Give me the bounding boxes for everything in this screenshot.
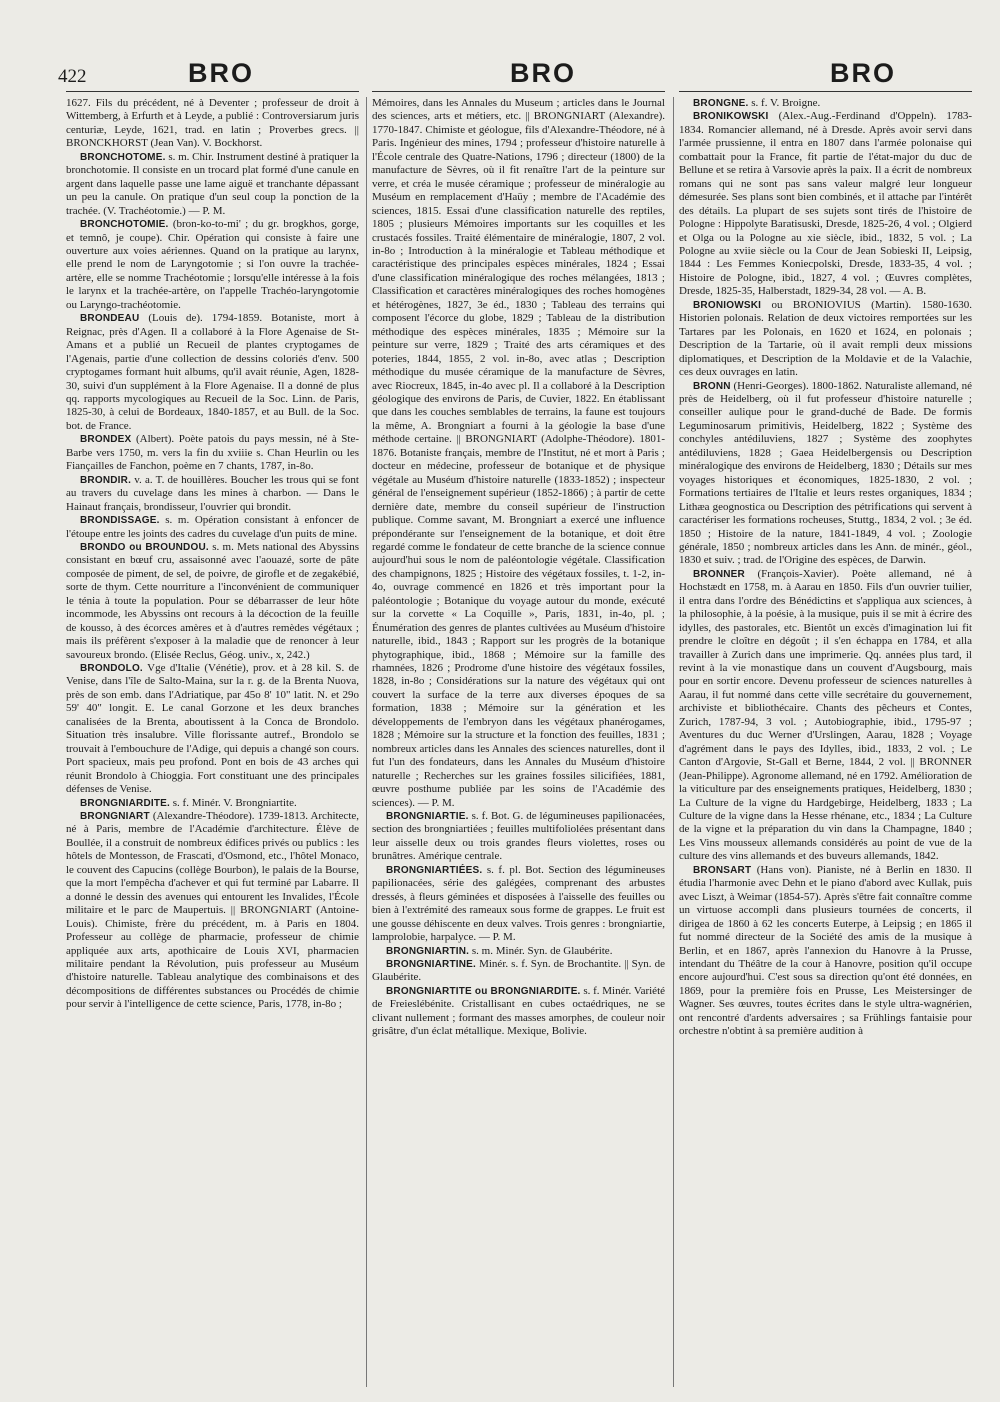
column-2 [372,97,665,1387]
entry-text: s. m. Opération consistant à enfoncer de l'étoupe entre les joints des cadres du cuvelage d'un puits de mine. [66,514,359,540]
entry-text: (Alexandre-Théodore). 1739-1813. Architecte, né à Paris, membre de l'Académie d'architecture. Élève de Boullée, il a construit de nombreux édifices privés ou publics : les hôtels de Montesson, de Frascati, d'Osmond, etc., l'hôtel Monaco, le couvent des Capucins (collège Bourbon), le palais de la Bourse, que la mort l'empêcha d'achever et qui fut terminé par Labarre. Il a donné le dessin des avenues qui entourent les Invalides, l'École militaire et le parc de Maupertuis. || BRONGNIART (Antoine-Louis). Chimiste, frère du précédent, m. à Paris en 1804. Professeur au collège de pharmacie, professeur de chimie appliquée aux arts, apothicaire de Louis XVI, pharmacien militaire pendant la Révolution, puis professeur au Muséum d'histoire naturelle. Tableau analytique des combinaisons et des décompositions de différentes substances ou Procédés de chimie pour servir à l'intelligence de cette science, Paris, 1778, in-8o ; [66,810,359,1011]
column-1 [66,97,359,1387]
entry-text: s. f. Bot. G. de légumineuses papilionacées, section des brongniartiées ; feuilles multifoliolées présentant dans leur aisselle deux ou trois grandes fleurs violettes, roses ou brunâtres. Amérique centrale. [372,810,665,863]
entry-text: (Alex.-Aug.-Ferdinand d'Oppeln). 1783-1834. Romancier allemand, né à Dresde. Après avoir servi dans l'armée prussienne, il entra en 1807 dans l'armée polonaise qui combattait pour la France, fit partie de l'état-major du duc de Bellune et se retira à Varsovie après la paix. Il a écrit de nombreux romans qui ne sont pas sans valeur malgré leur longueur démesurée. Ses plans sont bien combinés, et il attache par l'intérêt des détails. La plupart de ses sujets sont tirés de l'histoire de Pologne : Hippolyte Baratisuski, Dresde, 1825-26, 4 vol. ; Olgierd et Olga ou la Pologne au xie siècle, ibid., 1832, 5 vol. ; La Pologne au xviie siècle ou la Cour de Jean Sobieski II, Leipsig, 1844 : Les Femmes Koniecpolski, Dresde, 1833-35, 4 vol. ; Histoire de Pologne, ibid., 1827, 4 vol. ; Œuvres complètes, Dresde, 1825-35, Halberstadt, 1829-34, 28 vol. — A. B. [679,110,972,298]
column-divider-1 [366,97,367,1387]
column-3 [679,97,972,1387]
entry-headword: BRONGNE. [693,98,749,109]
dictionary-entry [372,810,665,864]
entry-headword: BRONCHOTOMIE. [80,219,169,231]
entry-headword: BRONGNIART [80,811,150,823]
entry-headword: BRONIOWSKI [693,299,762,311]
entry-headword: BRONGNIARTIE. [386,811,469,823]
dictionary-entry [372,945,665,958]
entry-text: s. m. Chir. Instrument destiné à pratiquer la bronchotomie. Il consiste en un trocard plat formé d'une canule en argent dans laquelle passe une lame aiguë et tranchante dépassant un peu la canule. On pratique d'un seul coup la ponction de la trachée. (V. Trachéotomie.) — P. M. [66,150,359,217]
entry-text: (Hans von). Pianiste, né à Berlin en 1830. Il étudia l'harmonie avec Dehn et le piano d'abord avec Kullak, puis avec Liszt, à Weimar (1854-57). Après s'être fait connaître comme un virtuose accompli dans plusieurs tournées de concerts, il dirigea de 1860 à 62 les concerts Euterpe, à Leipsig ; en 1865 il fut nommé directeur de la Société des amis de la musique à Berlin, et en 1867, après l'annexion du Hanovre à la Prusse, intendant du Théâtre de la cour à Hanovre, position qu'il occupe encore aujourd'hui. C'est sous sa direction qu'ont été données, en 1869, pour la première fois en Prusse, Les Meistersinger de Wagner. Ses œuvres, toutes écrites dans le style ultra-wagnérien, ont rencontré d'ardents adversaires ; sa Frühlings fantaisie pour orchestre n'obtint à sa première audition à [679,863,972,1038]
entry-text: Minér. s. f. Syn. de Brochantite. || Syn. de Glaubérite. [372,958,665,984]
dictionary-entry [372,97,665,810]
dictionary-entry [679,380,972,568]
entry-headword: BRONCHOTOME. [80,151,166,163]
entry-headword: BRONDO ou BROUNDOU. [80,541,209,553]
entry-text: s. f. Minér. V. Brongniartite. [172,796,297,809]
entry-text: (Henri-Georges). 1800-1862. Naturaliste allemand, né près de Heidelberg, où il fut professeur d'histoire naturelle ; conseiller aulique pour le grand-duché de Bade. De formis Leguminosarum primitivis, Heidelberg, 1822 ; Système des conchyles antédiluviens, 1827 ; Système des zoophytes antédiluviens, 1828 ; Gaea Heidelbergensis ou Description minéralogique des environs de Heidelberg, 1830 ; Détails sur mes voyages historiques et économiques, 1825-1830, 2 vol. ; Formations tertiaires de l'Italie et leurs restes organiques, 1834 ; Lithæa geognostica ou Description des pétrifications qui servent à caractériser les formations rocheuses, Stuttg., 1834, 2 vol. ; 3e éd. 1850 ; Histoire de la nature, 1841-1849, 4 vol. ; Zoologie générale, 1850 ; nombreux articles dans les Ann. de minér., géol., 1830 et suiv. ; trad. de l'Origine des espèces, de Darwin. [679,379,972,567]
entry-text: (François-Xavier). Poète allemand, né à Hochstædt en 1758, m. à Aarau en 1850. Fils d'un ouvrier tuilier, il entra dans l'ordre des Bénédictins et s'appliqua aux sciences, à la philosophie, à la poésie, à la musique, puis il se mit à écrire des idylles, des pastorales, etc. Bientôt un excès d'imagination lui fit prendre le cloître en dégoût ; il s'en échappa en 1784, et alla travailler à Zurich dans une imprimerie. Qq. années plus tard, il revint à la vie monastique dans un couvent d'Augsbourg, mais pour en sortir encore. Devenu professeur de sciences naturelles à Aarau, il fut nommé dans cette ville secrétaire du gouvernement, archiviste et bibliothécaire. Chants des pêcheurs et Contes, Zurich, 1787-94, 3 vol. ; Autobiographie, ibid., 1795-97 ; Aventures du duc Werner d'Urslingen, Aarau, 1828 ; Voyage d'agrément dans le pays des Idylles, ibid., 1833, 2 vol. ; Le Canton d'Argovie, St-Gall et Berne, 1844, 2 vol. || BRONNER (Jean-Philippe). Agronome allemand, né en 1792. Amélioration de la viticulture par des enseignements pratiques, Heidelberg, 1830 ; La Culture de la vigne du Hardgebirge, Heidelberg, 1833 ; La Culture de la vigne dans la Hesse rhénane, etc., 1834 ; La Culture de la vigne et la préparation du vin dans la Champagne, 1840 ; Les Vins mousseux allemands considérés au point de vue de la culture des vins allemands et des buveurs allemands, 1842. [679,567,972,863]
entry-text: s. m. Mets national des Abyssins consistant en bœuf cru, assaisonné avec l'aouazé, sorte de pâte composée de piment, de sel, de poivre, de girofle et de zegakébié, sorte de thym. Cette nourriture a l'inconvénient de communiquer le ténia à toute la population. Pour se débarrasser de leur hôte incommode, les Abyssins ont recours à la décoction de la feuille de kousso, à des écorces amères et à d'autres remèdes végétaux ; mais ils préfèrent s'exposer à la maladie que de renoncer à leur savoureux brondo. (Elisée Reclus, Géog. univ., x, 242.) [66,540,359,661]
entry-text: s. m. Minér. Syn. de Glaubérite. [471,944,613,957]
dictionary-entry [66,662,359,797]
dictionary-entry [679,568,972,864]
entry-text: 1627. Fils du précédent, né à Deventer ; professeur de droit à Wittemberg, à Erfurth et à Leyde, a publié : Controversiarum juris centuriæ, Leyde, 1621, trad. en latin ; Proverbes grecs. || BRONCKHORST (Jean Van). V. Bockhorst. [66,97,359,150]
dictionary-entry [66,218,359,312]
entry-headword: BRONGNIARTITE ou BRONGNIARDITE. [386,985,581,997]
entry-text: v. a. T. de houillères. Boucher les trous qui se font au travers du cuvelage dans les mines à charbon. — Dans le Hainaut français, brondisseur, l'ouvrier qui brondit. [66,473,359,513]
dictionary-entry [66,514,359,541]
entry-text: s. f. pl. Bot. Section des légumineuses papilionacées, série des galégées, comprenant des arbustes dressés, à fleurs géminées et disposées à l'aisselle des feuilles ou bien à l'extrémité des rameaux sous forme de grappes. Le fruit est une gousse déhiscente en deux valves. Trois genres : brongniartie, lamprolobie, harpalyce. — P. M. [372,863,665,944]
entry-text: (Albert). Poète patois du pays messin, né à Ste-Barbe vers 1750, m. vers la fin du xviiie s. Chan Heurlin ou les Fiançailles de Fanchon, poème en 7 chants, 1787, in-8o. [66,433,359,473]
dictionary-entry [679,97,972,110]
dictionary-entry [66,810,359,1012]
page-number: 422 [58,66,87,87]
entry-text: (Louis de). 1794-1859. Botaniste, mort à Reignac, près d'Agen. Il a collaboré à la Flore Agenaise de St-Amans et a publié un Recueil de plantes cryptogames de l'Agenais, partie d'une collection de dessins coloriés d'env. 500 cryptogames formant huit albums, qu'il avait réunie, Agen, 1828-30, suivi d'un supplément à la Flore Agenaise. Il a donné de plus qq. rapports mycologiques au Recueil de la Soc. Linn. de Paris, 1825-30, à celui de Bordeaux, 1840-1857, et au Bull. de la Soc. bot. de France. [66,312,359,432]
entry-headword: BRONGNIARTINE. [386,959,477,970]
dictionary-entry [66,97,359,151]
column-divider-2 [673,97,674,1387]
dictionary-entry [66,797,359,810]
text-columns [66,97,971,1387]
entry-text: s. f. V. Broigne. [751,97,821,109]
entry-headword: BRONGNIARDITE. [80,797,171,809]
entry-text: (bron-ko-to-mi' ; du gr. brogkhos, gorge, et temnô, je coupe). Chir. Opération qui consiste à faire une ouverture aux voies aériennes. Quand on la pratique au larynx, elle prend le nom de Laryngotomie ; si l'on ouvre la trachée-artère, elle se nomme Trachéotomie ; lorsqu'elle intéresse à la fois le larynx et la trachée-artère, on l'appelle Trachéo-laryngotomie ou Laryngo-trachéotomie. [66,218,359,311]
dictionary-entry [372,985,665,1039]
dictionary-entry [679,864,972,1039]
header-rule-right [679,91,972,92]
entry-headword: BRONNER [693,568,745,580]
entry-headword: BRONDIR. [80,474,132,486]
entry-headword: BRONDOLO. [80,663,143,675]
header-rule-center [372,91,665,92]
entry-headword: BRONDEAU [80,313,140,325]
dictionary-entry [372,958,665,985]
page-header [58,52,964,92]
entry-text: Mémoires, dans les Annales du Museum ; articles dans le Journal des sciences, arts et métiers, etc. || BRONGNIART (Alexandre). 1770-1847. Chimiste et géologue, fils d'Alexandre-Théodore, né à Paris. Ingénieur des mines, 1794 ; professeur d'histoire naturelle à l'École centrale des Quatre-Nations, 1796 ; directeur (1800) de la manufacture de Sèvres, où il fit renaître l'art de la peinture sur verre, et créa le musée céramique ; professeur de minéralogie au Muséum en remplacement d'Haüy ; membre de l'Académie des sciences, 1815. Essai d'une classification naturelle des reptiles, 1805 ; plusieurs Mémoires importants sur les coquilles et les crustacés fossiles. Traité élémentaire de minéralogie, 1807, 2 vol. in-8o ; Introduction à la minéralogie et Tableau méthodique et caractéristique des principales espèces minérales, 1824 ; Essai d'une classification minéralogique des roches mélangées, 1813 ; Classification et caractères minéralogiques des roches homogènes et hétérogènes, 1827, 3e éd., 1830 ; Tableau des terrains qui composent l'écorce du globe, 1829 ; Tableau de la distribution méthodique des espèces minérales, 1835 ; Mémoire sur la peinture sur verre, 1829 ; Traité des arts céramiques et des poteries, 1844, 1855, 2 vol. in-8o, avec atlas ; Description méthodique du musée céramique de la manufacture de Sèvres, avec Riocreux, 1845, in-4o avec pl. Il a collaboré à la Description géologique des environs de Paris, de Cuvier, 1822. En établissant que dans les couches semblables de terrains, la faune est toujours la même, A. Brongniart a fourni à la géologie la base d'une méthode certaine. || BRONGNIART (Adolphe-Théodore). 1801-1876. Botaniste français, membre de l'Institut, né et mort à Paris ; docteur en médecine, professeur de botanique et de physique végétale au Muséum d'histoire naturelle (1833-1852) ; inspecteur général de l'enseignement supérieur (1852-1866) ; à partir de cette dernière date, membre du conseil supérieur de l'instruction publique. Comme savant, M. Brongniart a exercé une influence prépondérante sur l'enseignement de la botanique, et doit être regardé comme le fondateur de cette branche de la science connue aujourd'hui sous le nom de paléontologie végétale. Classification des champignons, 1825 ; Histoire des végétaux fossiles, t. 1-2, in-4o, ouvrage commencé en 1826 et très important pour la paléontologie ; Botanique du voyage autour du monde, exécuté sur la corvette « La Coquille », Paris, 1831, in-4o, pl. ; Énumération des genres de plantes cultivées au Muséum d'histoire naturelle, ibid., 1843 ; Rapport sur les progrès de la botanique phytographique, ibid., 1868 ; Mémoire sur la famille des rhamnées, 1826 ; Prodrome d'une histoire des végétaux fossiles, 1828, in-8o ; Considérations sur la nature des végétaux qui ont couvert la surface de la terre aux diverses époques de sa formation, 1838 ; Mémoire sur la génération et les développements de l'embryon dans les végétaux phanérogames, 1828 ; Mémoire sur la structure et la fonction des feuilles, 1831 ; nombreux articles dans les Annales des sciences naturelles, dont il fut l'un des fondateurs, dans les Annales du Muséum d'histoire naturelle ; Recherches sur les graines fossiles silicifiées, 1881, œuvre posthume publiée par les soins de l'Académie des sciences). — P. M. [372,97,665,809]
entry-headword: BRONDISSAGE. [80,515,160,527]
entry-text: Vge d'Italie (Vénétie), prov. et à 28 kil. S. de Venise, dans l'île de Salto-Maina, sur la r. g. de la Brenta Nuova, près de son emb. dans l'Adriatique, par 45o 8' 10" latit. N. et 29o 59' 40" longit. E. Le canal Gorzone et les deux branches canalisées de la Brenta, aboutissent à la Conca de Brondolo. Situation très insalubre. Ville florissante autref., Brondolo se trouvait à l'embouchure de l'Adige, qui depuis a changé son cours. Port spacieux, mais peu profond. Pont en bois de 43 arches qui réunit Brondolo à Chioggia. Fort constituant une des principales défenses de Venise. [66,662,359,796]
dictionary-entry [66,151,359,218]
dictionary-entry [66,312,359,433]
running-head-left: BRO [188,58,254,88]
entry-headword: BRONN [693,380,731,392]
running-head-center: BRO [510,58,576,88]
dictionary-entry [66,541,359,662]
dictionary-entry [679,110,972,298]
running-head-right: BRO [830,58,896,88]
entry-text: s. f. Minér. Variété de Freieslébénite. Cristallisant en cubes octaédriques, ne se clivant nullement ; formant des masses amorphes, de couleur noir grisâtre, d'un éclat métallique. Mexique, Bolivie. [372,984,665,1038]
entry-text: ou BRONIOVIUS (Martin). 1580-1630. Historien polonais. Relation de deux victoires remportées sur les Tartares par les Polonais, en 1620 et 1624, en polonais ; Description de la Tartarie, où il avait rempli deux missions diplomatiques, et Description de la Moldavie et de la Valachie, ces deux ouvrages en latin. [679,298,972,379]
entry-headword: BRONGNIARTIÉES. [386,864,483,876]
dictionary-entry [679,299,972,380]
dictionary-entry [66,474,359,514]
dictionary-entry [372,864,665,945]
entry-headword: BRONSART [693,864,752,876]
entry-headword: BRONGNIARTIN. [386,945,470,957]
entry-headword: BRONDEX [80,434,132,446]
entry-headword: BRONIKOWSKI [693,111,769,123]
header-rule-left [66,91,359,92]
dictionary-entry [66,433,359,473]
